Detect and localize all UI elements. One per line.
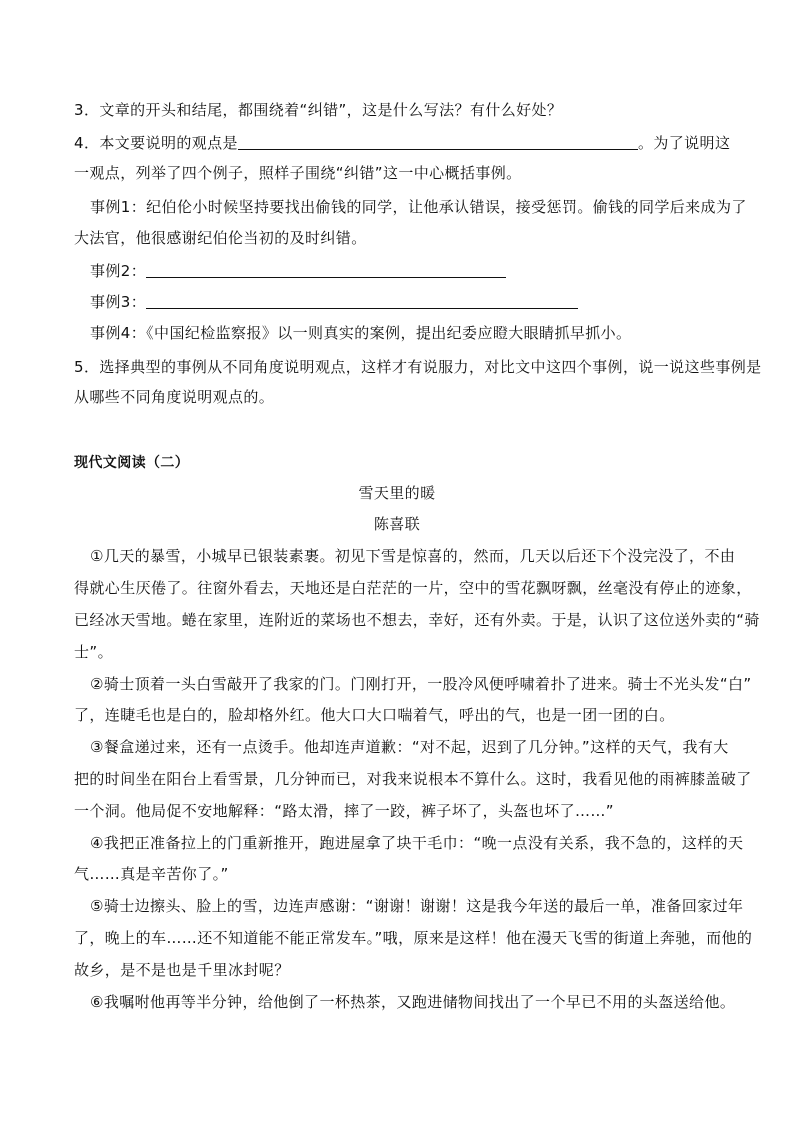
article-author: 陈喜联 [373, 515, 421, 533]
example-3-label: 事例3： [90, 293, 147, 311]
example-3 [90, 292, 740, 312]
paragraph-line: 了，连睫毛也是白的，脸却格外红。他大口大口喘着气，呼出的气，也是一团一团的白。 [74, 706, 675, 724]
paragraph-line: 把的时间坐在阳台上看雪景，几分钟而已，对我来说根本不算什么。这时，我看见他的雨裤膝盖破了 [74, 770, 752, 788]
paragraph-line: ③餐盒递过来，还有一点烫手。他却连声道歉：“对不起，迟到了几分钟。”这样的天气，我有大 [90, 738, 729, 756]
question-4-prefix: 4．本文要说明的观点是 [74, 134, 238, 152]
article-title: 雪天里的暖 [358, 484, 436, 502]
paragraph-line: 故乡，是不是也是千里冰封呢？ [74, 961, 290, 979]
answer-blank-viewpoint[interactable] [238, 135, 638, 150]
paragraph-line: 已经冰天雪地。蜷在家里，连附近的菜场也不想去，幸好，还有外卖。于是，认识了这位送外卖的“骑 [74, 611, 760, 629]
question-4-line2: 一观点，列举了四个例子，照样子围绕“纠错”这一中心概括事例。 [74, 164, 522, 182]
paragraph-line: 气……真是辛苦你了。” [74, 865, 229, 883]
paragraph-line: 了，晚上的车……还不知道能不能正常发车。”哦，原来是这样！他在漫天飞雪的街道上奔驰，而他的 [74, 929, 753, 947]
paragraph-line: ①几天的暴雪，小城早已银装素裹。初见下雪是惊喜的，然而，几天以后还下个没完没了，不由 [90, 547, 736, 565]
paragraph-line: ⑥我嘱咐他再等半分钟，给他倒了一杯热茶，又跑进储物间找出了一个早已不用的头盔送给他。 [90, 993, 736, 1011]
paragraph-line: ②骑士顶着一头白雪敲开了我家的门。门刚打开，一股冷风便呼啸着扑了进来。骑士不光头发“白” [90, 675, 752, 693]
paragraph-line: 士”。 [74, 643, 113, 661]
answer-blank-example-3[interactable] [146, 294, 578, 309]
example-4: 事例4：《中国纪检监察报》以一则真实的案例，提出纪委应瞪大眼睛抓早抓小。 [90, 324, 632, 342]
section-heading: 现代文阅读（二） [74, 455, 190, 471]
paragraph-line: ④我把正准备拉上的门重新推开，跑进屋拿了块干毛巾：“晚一点没有关系，我不急的，这样的天 [90, 834, 744, 852]
question-5-line1: 5．选择典型的事例从不同角度说明观点，这样才有说服力，对比文中这四个事例，说一说这些事例是 [74, 358, 762, 376]
answer-blank-example-2[interactable] [146, 263, 506, 278]
paragraph-line: 一个洞。他局促不安地解释：“路太滑，摔了一跤，裤子坏了，头盔也坏了……” [74, 802, 614, 820]
paragraph-line: 得就心生厌倦了。往窗外看去，天地还是白茫茫的一片，空中的雪花飘呀飘，丝毫没有停止的迹象， [74, 579, 752, 597]
question-4 [74, 133, 731, 153]
paragraph-line: ⑤骑士边擦头、脸上的雪，边连声感谢：“谢谢！谢谢！这是我今年送的最后一单，准备回家过年 [90, 897, 744, 915]
question-3: 3．文章的开头和结尾，都围绕着“纠错”，这是什么写法？有什么好处？ [74, 101, 563, 119]
example-1-line2: 大法官，他很感谢纪伯伦当初的及时纠错。 [74, 229, 367, 247]
example-1-line1: 事例1：纪伯伦小时候坚持要找出偷钱的同学，让他承认错误，接受惩罚。偷钱的同学后来成为了 [90, 198, 747, 216]
question-4-suffix: 。为了说明这 [637, 134, 731, 152]
example-2 [90, 261, 740, 281]
question-5-line2: 从哪些不同角度说明观点的。 [74, 388, 275, 406]
example-2-label: 事例2： [90, 262, 147, 280]
